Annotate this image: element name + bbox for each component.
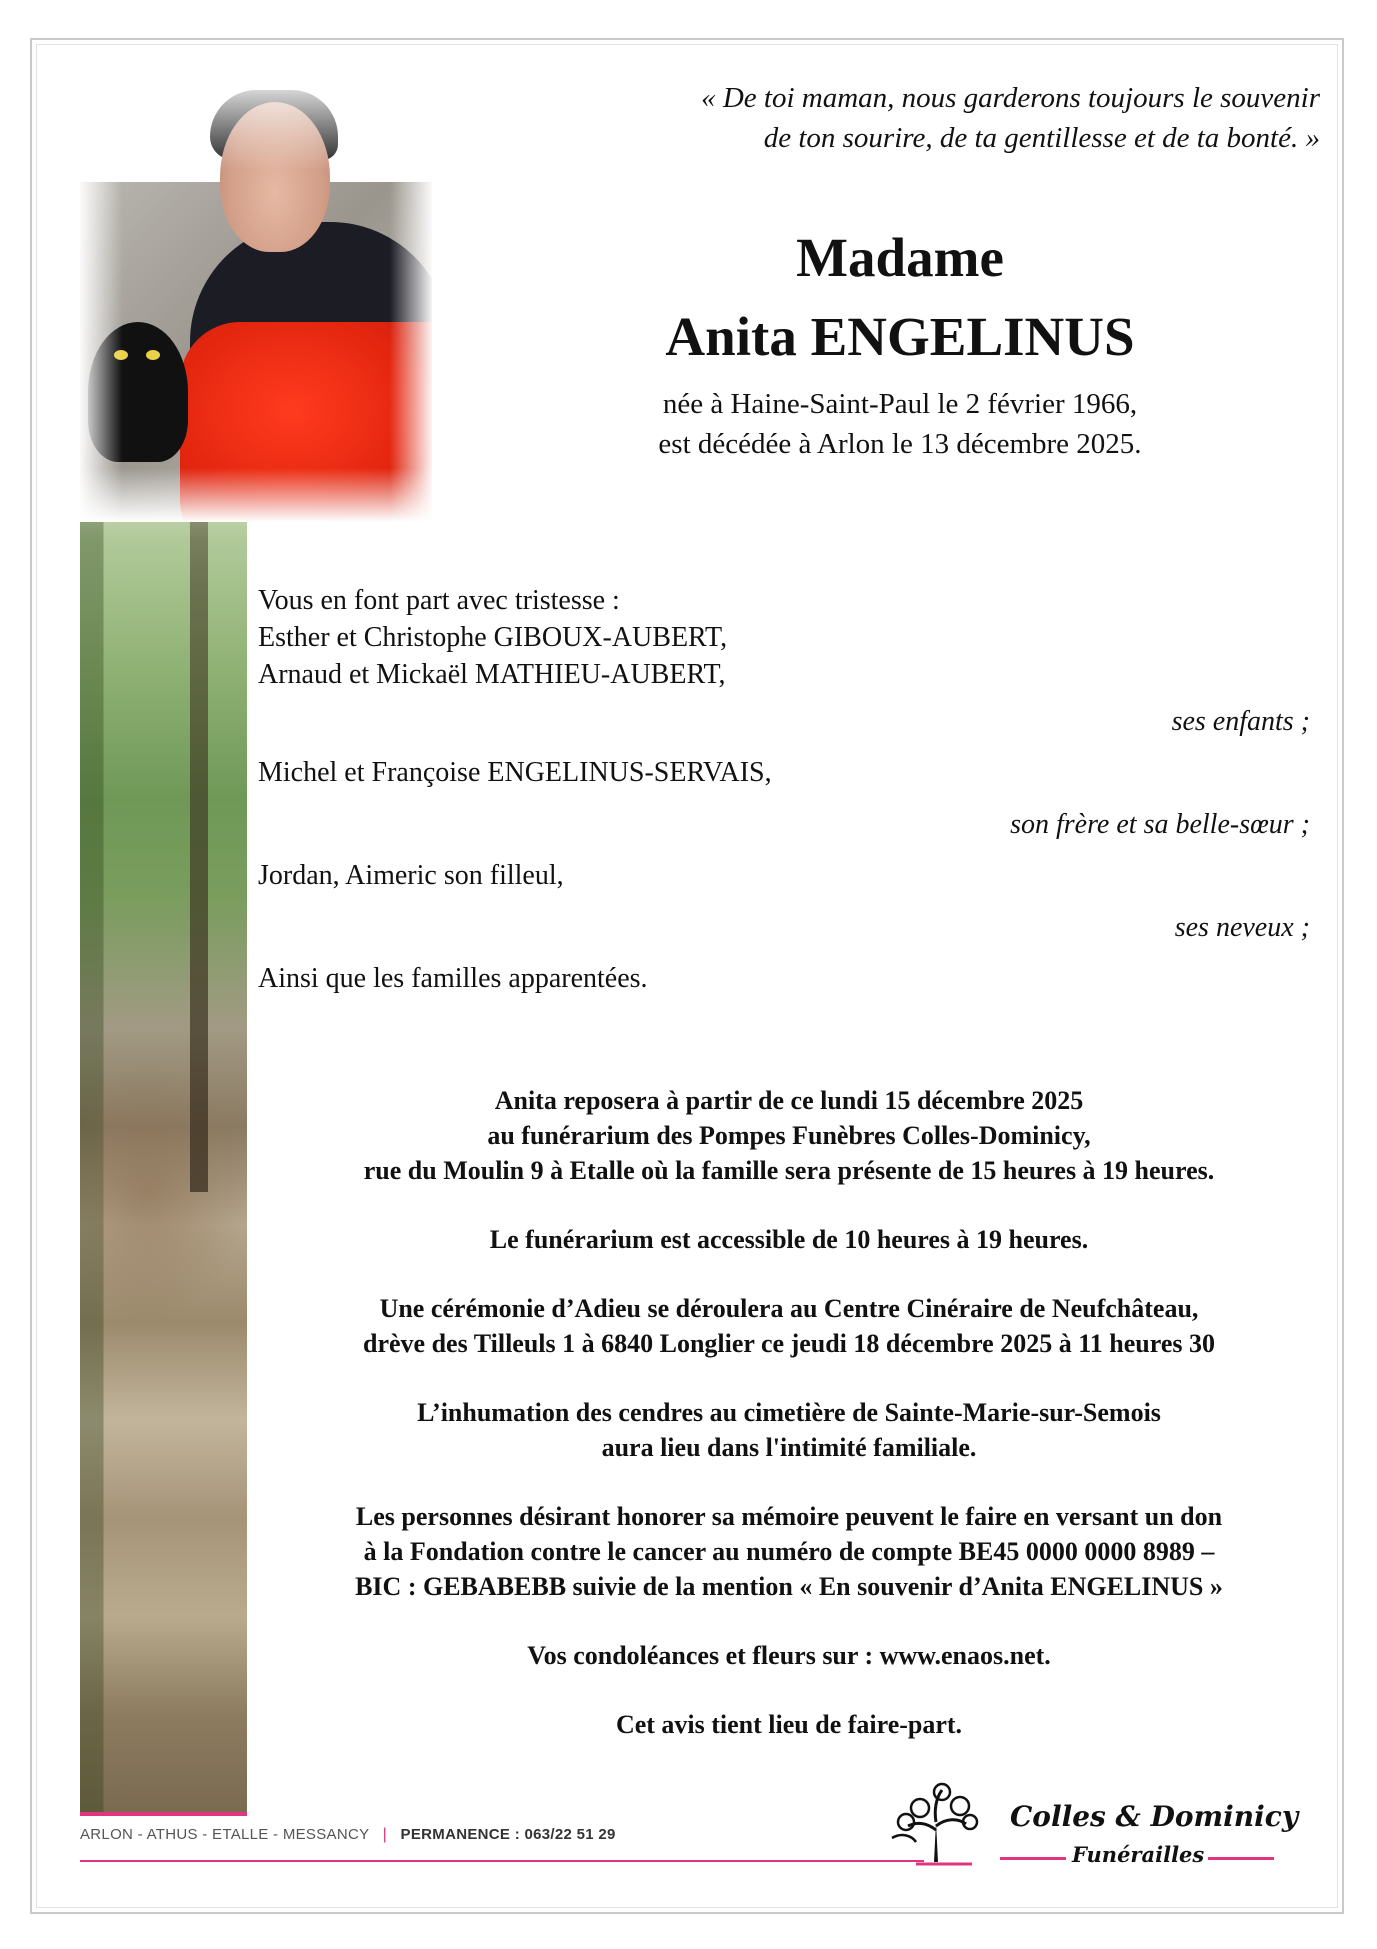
nephews-row bbox=[258, 857, 1310, 894]
info-line: BIC : GEBABEBB suivie de la mention « En souvenir d’Anita ENGELINUS » bbox=[355, 1572, 1223, 1601]
info-line: à la Fondation contre le cancer au numéro de compte BE45 0000 0000 8989 – bbox=[363, 1537, 1215, 1566]
info-line: L’inhumation des cendres au cimetière de Sainte-Marie-sur-Semois bbox=[417, 1398, 1161, 1427]
footer-contact bbox=[80, 1826, 616, 1844]
notice-paragraph bbox=[258, 1707, 1320, 1742]
family-role: ses neveux ; bbox=[1174, 912, 1310, 943]
memorial-quote bbox=[560, 78, 1320, 158]
family-member: Arnaud et Mickaël MATHIEU-AUBERT, bbox=[258, 659, 726, 690]
logo-name: Colles & Dominicy bbox=[1010, 1800, 1299, 1833]
opening-hours-paragraph bbox=[258, 1222, 1320, 1257]
condolences-link[interactable]: Vos condoléances et fleurs sur : www.enaos.net. bbox=[527, 1641, 1051, 1670]
family-role: son frère et sa belle-sœur ; bbox=[1010, 809, 1310, 840]
family-member: Esther et Christophe GIBOUX-AUBERT, bbox=[258, 622, 728, 653]
burial-paragraph bbox=[258, 1395, 1320, 1465]
funeral-information bbox=[258, 1083, 1320, 1776]
info-line: aura lieu dans l'intimité familiale. bbox=[601, 1433, 977, 1462]
info-line: drève des Tilleuls 1 à 6840 Longlier ce jeudi 18 décembre 2025 à 11 heures 30 bbox=[363, 1329, 1215, 1358]
logo-underline-left bbox=[1000, 1857, 1066, 1860]
visitation-paragraph bbox=[258, 1083, 1320, 1188]
info-line: Anita reposera à partir de ce lundi 15 décembre 2025 bbox=[494, 1086, 1084, 1115]
portrait-photo bbox=[80, 72, 432, 522]
donation-paragraph bbox=[258, 1499, 1320, 1604]
ceremony-paragraph bbox=[258, 1291, 1320, 1361]
info-line: au funérarium des Pompes Funèbres Colles-Dominicy, bbox=[487, 1121, 1091, 1150]
info-line: rue du Moulin 9 à Etalle où la famille sera présente de 15 heures à 19 heures. bbox=[363, 1156, 1215, 1185]
quote-line: « De toi maman, nous garderons toujours le souvenir bbox=[701, 82, 1320, 114]
honorific-title: Madame bbox=[796, 227, 1004, 288]
footer-separator: | bbox=[382, 1826, 388, 1843]
death-line: est décédée à Arlon le 13 décembre 2025. bbox=[658, 428, 1142, 460]
birth-line: née à Haine-Saint-Paul le 2 février 1966, bbox=[662, 388, 1138, 420]
family-role: ses enfants ; bbox=[1171, 706, 1310, 737]
logo-subtitle: Funérailles bbox=[1072, 1842, 1205, 1867]
others-row bbox=[258, 960, 1310, 997]
family-others: Ainsi que les familles apparentées. bbox=[258, 963, 648, 994]
deceased-name: Anita ENGELINUS bbox=[665, 306, 1135, 367]
condolences-paragraph bbox=[258, 1638, 1320, 1673]
sibling-row bbox=[258, 754, 1310, 791]
footer-locations: ARLON - ATHUS - ETALLE - MESSANCY bbox=[80, 1826, 370, 1843]
quote-line: de ton sourire, de ta gentillesse et de ta bonté. » bbox=[763, 122, 1320, 154]
birth-death-info bbox=[500, 384, 1300, 464]
accent-rule bbox=[80, 1812, 247, 1816]
family-member: Michel et Françoise ENGELINUS-SERVAIS, bbox=[258, 757, 772, 788]
tree-logo-icon bbox=[886, 1782, 986, 1866]
family-member: Jordan, Aimeric son filleul, bbox=[258, 860, 564, 891]
nephews-role-row bbox=[258, 909, 1310, 946]
family-announcement bbox=[258, 582, 1310, 693]
info-line: Les personnes désirant honorer sa mémoire peuvent le faire en versant un don bbox=[355, 1502, 1223, 1531]
logo-underline-right bbox=[1208, 1857, 1274, 1860]
info-line: Le funérarium est accessible de 10 heures à 19 heures. bbox=[489, 1225, 1089, 1254]
children-role-row bbox=[258, 703, 1310, 740]
footer-rule bbox=[80, 1860, 924, 1862]
info-line: Cet avis tient lieu de faire-part. bbox=[615, 1710, 963, 1739]
family-intro: Vous en font part avec tristesse : bbox=[258, 585, 620, 616]
footer-permanence: PERMANENCE : 063/22 51 29 bbox=[400, 1826, 616, 1843]
sibling-role-row bbox=[258, 806, 1310, 843]
info-line: Une cérémonie d’Adieu se déroulera au Centre Cinéraire de Neufchâteau, bbox=[379, 1294, 1199, 1323]
